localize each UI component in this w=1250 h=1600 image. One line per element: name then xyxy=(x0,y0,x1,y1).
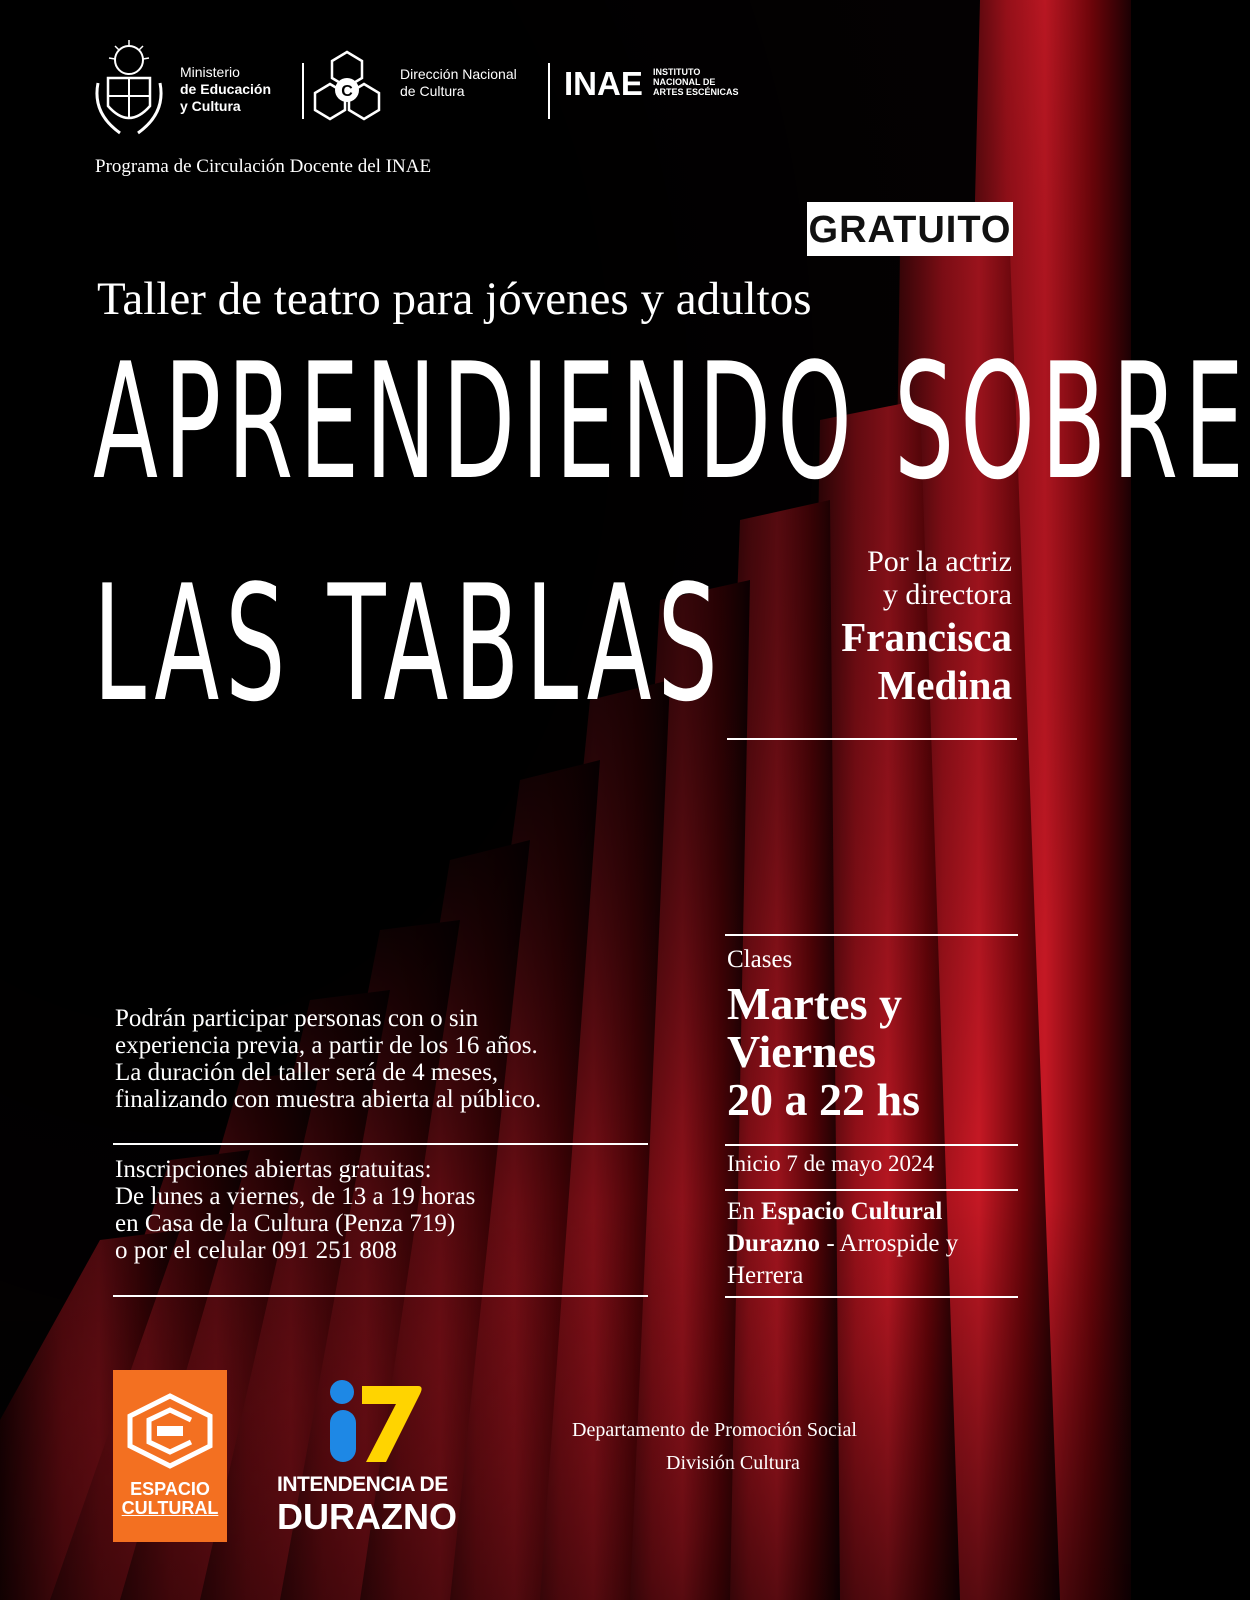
uruguay-coat-of-arms-icon xyxy=(90,38,168,138)
espacio-line2: CULTURAL xyxy=(121,1498,219,1518)
logo-row xyxy=(90,38,810,143)
info-line: La duración del taller será de 4 meses, xyxy=(115,1059,499,1086)
inae-line3: ARTES ESCÉNICAS xyxy=(653,87,739,97)
logo-divider xyxy=(302,63,304,119)
espacio-line1: ESPACIO xyxy=(130,1479,210,1499)
espacio-cultural-emblem-icon xyxy=(113,1390,227,1470)
place-address-1: - Arrospide y xyxy=(820,1230,959,1257)
inae-logo-text: INAE xyxy=(564,65,643,102)
main-title-line1: APRENDIENDO SOBRE xyxy=(93,328,1250,515)
intendencia-line2: DURAZNO xyxy=(277,1496,457,1537)
schedule-days xyxy=(727,980,920,1124)
svg-text:C: C xyxy=(341,83,353,100)
workshop-subtitle: Taller de teatro para jóvenes y adultos xyxy=(97,273,812,325)
schedule-place xyxy=(727,1196,958,1292)
info-paragraph-2 xyxy=(115,1156,475,1264)
place-prefix: En xyxy=(727,1198,762,1225)
author-line1: Por la actriz xyxy=(867,545,1012,578)
schedule-divider-top xyxy=(725,934,1018,936)
schedule-days-line1: Martes y xyxy=(727,978,902,1029)
info-line: experiencia previa, a partir de los 16 años. xyxy=(115,1032,538,1059)
main-title-line2: LAS TABLAS xyxy=(93,550,724,737)
division-label: División Cultura xyxy=(666,1452,800,1474)
schedule-label: Clases xyxy=(727,946,793,973)
info-line: o por el celular 091 251 808 xyxy=(115,1237,397,1264)
info-divider-2 xyxy=(113,1295,648,1297)
author-divider xyxy=(727,738,1017,740)
inae-subtitle xyxy=(653,67,739,97)
schedule-start-date: Inicio 7 de mayo 2024 xyxy=(727,1151,934,1176)
intendencia-line1: INTENDENCIA DE xyxy=(277,1473,448,1496)
info-line: De lunes a viernes, de 13 a 19 horas xyxy=(115,1183,476,1210)
direccion-line1: Dirección Nacional xyxy=(400,66,517,82)
inae-line1: INSTITUTO xyxy=(653,67,701,77)
ministerio-label xyxy=(180,64,271,115)
ministerio-line2: de Educación xyxy=(180,81,272,97)
inae-line2: NACIONAL DE xyxy=(653,77,716,87)
direccion-label xyxy=(400,66,517,100)
info-line: Inscripciones abiertas gratuitas: xyxy=(115,1156,432,1183)
program-label: Programa de Circulación Docente del INAE xyxy=(95,156,432,177)
schedule-days-line2: Viernes xyxy=(727,1026,877,1077)
direccion-cultura-hexagon-icon xyxy=(310,48,384,128)
direccion-line2: de Cultura xyxy=(400,83,465,99)
schedule-divider-3 xyxy=(725,1189,1018,1191)
info-line: finalizando con muestra abierta al público. xyxy=(115,1086,542,1113)
author-line2: y directora xyxy=(882,578,1012,611)
author-block xyxy=(841,545,1012,709)
logo-divider-2 xyxy=(548,63,550,119)
free-badge: GRATUITO xyxy=(807,202,1013,256)
info-line: en Casa de la Cultura (Penza 719) xyxy=(115,1210,456,1237)
place-address-2: Herrera xyxy=(727,1262,804,1289)
place-name-1: Espacio Cultural xyxy=(761,1198,943,1225)
schedule-hours: 20 a 22 hs xyxy=(727,1074,920,1125)
author-name-first: Francisca xyxy=(841,614,1012,660)
info-paragraph-1 xyxy=(115,1005,541,1113)
intendencia-durazno-icon xyxy=(320,1378,430,1468)
department-label: Departamento de Promoción Social xyxy=(572,1419,857,1441)
espacio-cultural-logo xyxy=(113,1370,227,1542)
info-divider-1 xyxy=(113,1143,648,1145)
author-name-last: Medina xyxy=(877,662,1012,708)
info-line: Podrán participar personas con o sin xyxy=(115,1005,479,1032)
ministerio-line1: Ministerio xyxy=(180,64,240,80)
schedule-divider-2 xyxy=(725,1144,1018,1146)
ministerio-line3: y Cultura xyxy=(180,98,241,114)
espacio-cultural-text xyxy=(113,1480,227,1518)
place-name-2: Durazno xyxy=(727,1230,821,1257)
schedule-divider-bottom xyxy=(725,1296,1018,1298)
